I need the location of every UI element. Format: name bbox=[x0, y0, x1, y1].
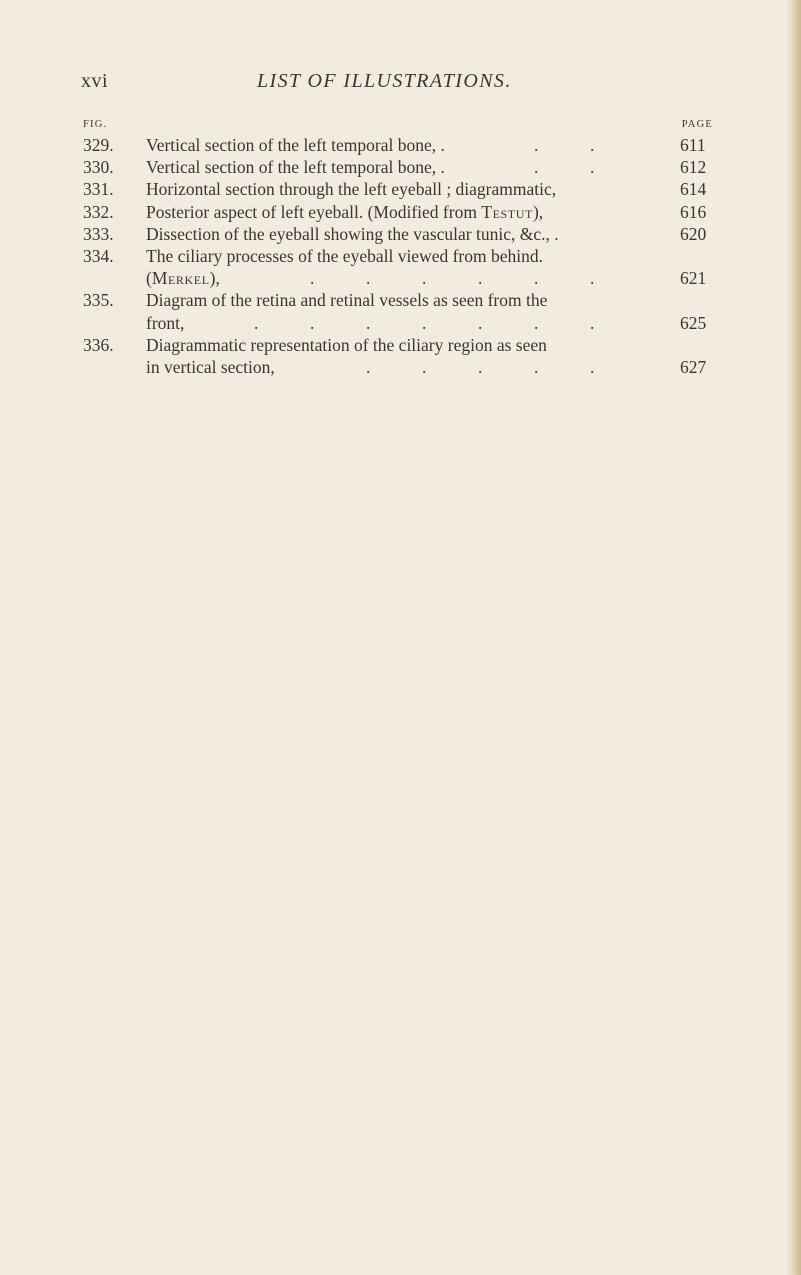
leader-dot: . bbox=[422, 268, 427, 289]
page-reference: 621 bbox=[680, 268, 707, 289]
figure-number: 329. bbox=[83, 135, 114, 155]
leader-dot: . bbox=[534, 312, 539, 333]
leader-dot: . bbox=[534, 157, 539, 178]
leader-dot: . bbox=[478, 356, 483, 377]
small-caps-name: Merkel bbox=[151, 268, 210, 289]
figure-entry bbox=[0, 201, 801, 223]
figure-entry bbox=[0, 134, 801, 156]
leader-dot: . bbox=[478, 268, 483, 289]
page-reference: 625 bbox=[680, 312, 707, 333]
running-header bbox=[0, 70, 801, 100]
entry-line bbox=[0, 289, 801, 311]
leader-dot: . bbox=[478, 312, 483, 333]
figure-entry bbox=[0, 334, 801, 378]
small-caps-name: Testut bbox=[481, 201, 533, 222]
page-reference: 620 bbox=[680, 223, 707, 244]
figure-number: 334. bbox=[83, 245, 114, 266]
page-reference: 614 bbox=[680, 179, 707, 200]
entry-line bbox=[0, 334, 801, 356]
entry-line bbox=[0, 245, 801, 267]
leader-dot: . bbox=[366, 356, 371, 377]
leader-dot: . bbox=[590, 135, 595, 155]
page-column-label: PAGE bbox=[681, 119, 713, 130]
figure-entry bbox=[0, 245, 801, 289]
figure-number: 336. bbox=[83, 334, 114, 355]
entry-line bbox=[0, 356, 801, 378]
column-headers bbox=[0, 119, 801, 133]
figure-caption: Vertical section of the left temporal bone, . bbox=[146, 135, 445, 155]
leader-dot: . bbox=[590, 312, 595, 333]
entry-line bbox=[0, 223, 801, 245]
leader-dot: . bbox=[590, 268, 595, 289]
leader-dot: . bbox=[590, 356, 595, 377]
page-reference: 611 bbox=[680, 135, 706, 155]
leader-dot: . bbox=[366, 312, 371, 333]
leader-dot: . bbox=[422, 312, 427, 333]
figure-caption: Vertical section of the left temporal bone, . bbox=[146, 157, 445, 178]
figure-number: 330. bbox=[83, 157, 114, 178]
illustrations-list bbox=[0, 134, 801, 378]
page-reference: 616 bbox=[680, 201, 707, 222]
figure-caption: Dissection of the eyeball showing the vascular tunic, &c., . bbox=[146, 223, 559, 244]
figure-caption: Horizontal section through the left eyeball ; diagrammatic, bbox=[146, 179, 557, 200]
figure-number: 331. bbox=[83, 179, 114, 200]
running-title: LIST OF ILLUSTRATIONS. bbox=[257, 70, 512, 92]
figure-caption: (Merkel), bbox=[146, 268, 220, 289]
entry-line bbox=[0, 156, 801, 178]
figure-caption: The ciliary processes of the eyeball viewed from behind. bbox=[146, 245, 544, 266]
page-reference: 612 bbox=[680, 157, 707, 178]
figure-number: 335. bbox=[83, 290, 114, 311]
figure-number: 333. bbox=[83, 223, 114, 244]
figure-entry bbox=[0, 223, 801, 245]
figure-number: 332. bbox=[83, 201, 114, 222]
entry-line bbox=[0, 178, 801, 200]
leader-dot: . bbox=[534, 268, 539, 289]
leader-dot: . bbox=[366, 268, 371, 289]
leader-dot: . bbox=[422, 356, 427, 377]
figure-entry bbox=[0, 156, 801, 178]
figure-entry bbox=[0, 289, 801, 333]
figure-caption: Posterior aspect of left eyeball. (Modified from Testut), bbox=[146, 201, 544, 222]
leader-dot: . bbox=[590, 157, 595, 178]
leader-dot: . bbox=[310, 312, 315, 333]
figure-caption: front, bbox=[146, 312, 185, 333]
fig-column-label: FIG. bbox=[83, 119, 108, 130]
entry-line bbox=[0, 201, 801, 223]
page-reference: 627 bbox=[680, 356, 707, 377]
entry-line bbox=[0, 134, 801, 156]
leader-dot: . bbox=[534, 356, 539, 377]
page-number: xvi bbox=[81, 70, 109, 92]
figure-entry bbox=[0, 178, 801, 200]
entry-line bbox=[0, 267, 801, 289]
figure-caption: in vertical section, bbox=[146, 356, 275, 377]
figure-caption: Diagrammatic representation of the ciliary region as seen bbox=[146, 334, 547, 355]
leader-dot: . bbox=[534, 135, 539, 155]
entry-line bbox=[0, 312, 801, 334]
figure-caption: Diagram of the retina and retinal vessels as seen from the bbox=[146, 290, 548, 311]
leader-dot: . bbox=[254, 312, 259, 333]
leader-dot: . bbox=[310, 268, 315, 289]
